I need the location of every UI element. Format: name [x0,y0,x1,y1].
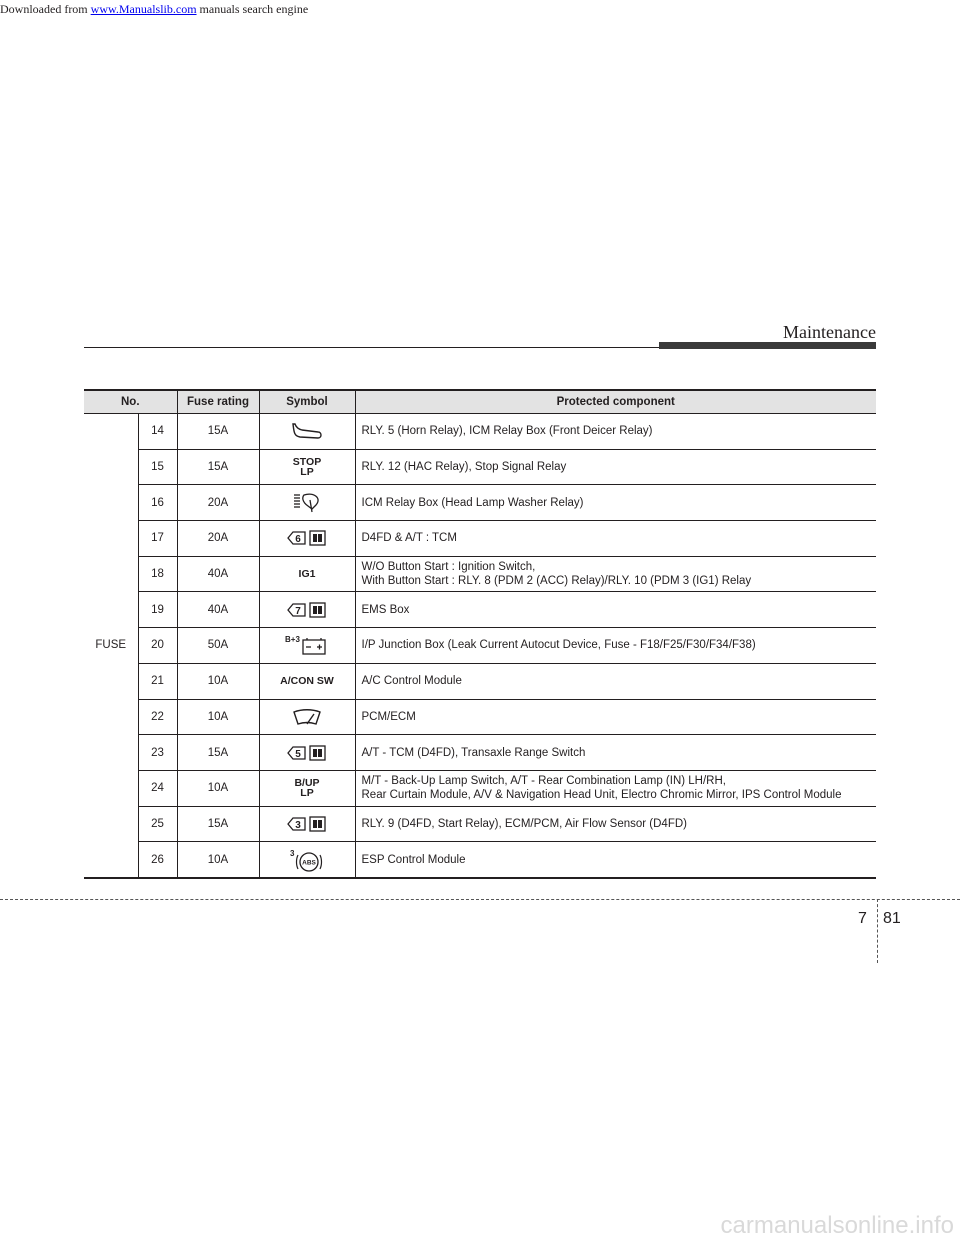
component-line: D4FD & A/T : TCM [361,532,457,545]
component-line: Rear Curtain Module, A/V & Navigation Head Unit, Electro Chromic Mirror, IPS Control Module [361,789,842,802]
column-header-rating: Fuse rating [177,390,259,414]
svg-text:3: 3 [290,848,295,858]
symbol-text-line: A/CON SW [280,675,334,688]
fuse-number: 14 [138,414,177,450]
footer-rule [0,899,960,900]
horn-icon [290,420,324,442]
component-line: ESP Control Module [361,853,466,866]
protected-component [355,485,876,521]
table-row [84,842,876,878]
symbol-text-line: B/UP [294,776,320,789]
table-body [84,414,876,878]
protected-component [355,735,876,771]
table-row [84,485,876,521]
fuse-table [84,389,876,879]
column-header-no: No. [84,390,177,414]
symbol-text-line: IG1 [298,568,316,581]
section-title: Maintenance [783,322,876,342]
fuse-group-label: FUSE [84,414,138,878]
banner-prefix: Downloaded from [0,2,91,16]
fuse-rating: 10A [177,663,259,699]
fuse-number: 15 [138,449,177,485]
fuse-rating: 50A [177,628,259,664]
fuse-rating: 20A [177,485,259,521]
symbol-text-line: LP [300,786,314,799]
fuse-rating: 10A [177,842,259,878]
fuse-symbol [259,699,355,735]
protected-component [355,556,876,592]
symbol-text [280,676,334,686]
watermark: carmanualsonline.info [720,1212,954,1239]
protected-component [355,842,876,878]
component-line: RLY. 9 (D4FD, Start Relay), ECM/PCM, Air Flow Sensor (D4FD) [361,817,687,830]
component-line: EMS Box [361,603,410,616]
download-banner [0,2,400,16]
fuse-rating: 10A [177,770,259,806]
fuse-symbol [259,735,355,771]
component-line: RLY. 5 (Horn Relay), ICM Relay Box (Front Deicer Relay) [361,425,653,438]
fuse-symbol [259,485,355,521]
column-header-component: Protected component [355,390,876,414]
fuse-symbol [259,806,355,842]
fuse-rating: 15A [177,449,259,485]
fuse-symbol [259,663,355,699]
fuse-symbol [259,770,355,806]
fuse-rating: 15A [177,735,259,771]
table-row [84,806,876,842]
component-line: I/P Junction Box (Leak Current Autocut Device, Fuse - F18/F25/F30/F34/F38) [361,639,756,652]
svg-text:5: 5 [295,748,301,760]
component-line: RLY. 12 (HAC Relay), Stop Signal Relay [361,461,567,474]
table-header [84,390,876,414]
svg-text:6: 6 [295,534,301,546]
column-header-symbol: Symbol [259,390,355,414]
fuse-number: 19 [138,592,177,628]
protected-component [355,699,876,735]
page-number: 81 [883,910,901,927]
protected-component [355,521,876,557]
protected-component [355,414,876,450]
component-line: A/C Control Module [361,675,462,688]
fuse-symbol [259,842,355,878]
component-line: A/T - TCM (D4FD), Transaxle Range Switch [361,746,586,759]
svg-text:7: 7 [295,605,301,617]
headlamp-washer-icon [290,492,324,514]
component-line: ICM Relay Box (Head Lamp Washer Relay) [361,496,584,509]
table-row [84,449,876,485]
wiper-icon [290,706,324,728]
footer-divider [877,899,878,963]
symbol-text-line: STOP [292,455,322,468]
module-icon [285,600,329,620]
abs-icon [289,848,325,872]
table-row [84,663,876,699]
svg-text:B+3: B+3 [285,635,300,645]
table-row [84,521,876,557]
fuse-number: 20 [138,628,177,664]
table-row [84,592,876,628]
fuse-number: 16 [138,485,177,521]
component-line: PCM/ECM [361,710,416,723]
table-row [84,735,876,771]
protected-component [355,592,876,628]
module-icon [285,743,329,763]
fuse-rating: 40A [177,556,259,592]
table-row [84,414,876,450]
fuse-symbol [259,521,355,557]
banner-suffix: manuals search engine [196,2,309,16]
symbol-text [293,457,321,477]
table-row [84,770,876,806]
module-icon [285,814,329,834]
fuse-symbol [259,449,355,485]
svg-text:ABS: ABS [302,859,316,867]
component-line: With Button Start : RLY. 8 (PDM 2 (ACC) Relay)/RLY. 10 (PDM 3 (IG1) Relay [361,575,752,588]
table-row [84,699,876,735]
fuse-number: 18 [138,556,177,592]
protected-component [355,770,876,806]
fuse-symbol [259,414,355,450]
fuse-rating: 40A [177,592,259,628]
fuse-rating: 15A [177,806,259,842]
fuse-number: 26 [138,842,177,878]
fuse-number: 24 [138,770,177,806]
protected-component [355,628,876,664]
fuse-symbol [259,628,355,664]
table-row [84,628,876,664]
table-row [84,556,876,592]
module-icon [285,528,329,548]
fuse-number: 17 [138,521,177,557]
header-rule-accent [659,342,876,349]
fuse-number: 25 [138,806,177,842]
svg-text:3: 3 [295,819,301,831]
chapter-number: 7 [858,910,867,927]
fuse-number: 21 [138,663,177,699]
protected-component [355,806,876,842]
fuse-number: 23 [138,735,177,771]
fuse-symbol [259,592,355,628]
fuse-rating: 10A [177,699,259,735]
symbol-text [294,778,319,798]
battery-icon [285,634,329,656]
fuse-rating: 20A [177,521,259,557]
fuse-rating: 15A [177,414,259,450]
fuse-number: 22 [138,699,177,735]
protected-component [355,663,876,699]
fuse-symbol [259,556,355,592]
manualslib-link[interactable]: www.Manualslib.com [90,2,197,16]
symbol-text-line: LP [300,465,314,478]
component-line: M/T - Back-Up Lamp Switch, A/T - Rear Combination Lamp (IN) LH/RH, [361,775,726,788]
component-line: W/O Button Start : Ignition Switch, [361,561,536,574]
protected-component [355,449,876,485]
symbol-text [299,569,316,579]
